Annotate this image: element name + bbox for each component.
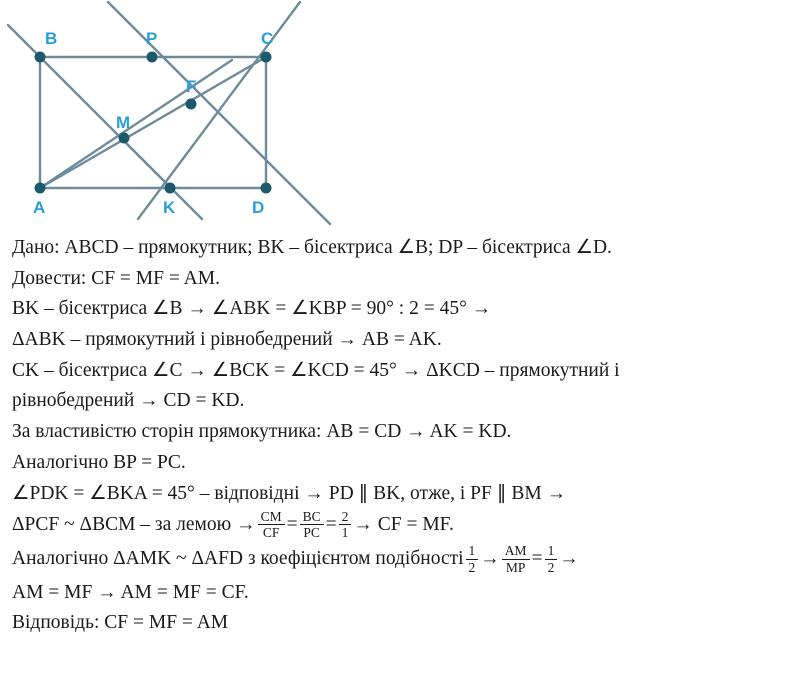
similar-pcf-suffix: → CF = MF. [353,514,454,536]
similar-amk-prefix: Аналогічно ΔAMK ~ ΔAFD з коефіцієнтом подібності [12,548,464,570]
similar-pcf-prefix: ΔPCF ~ ΔBCM – за лемою → [12,514,256,536]
line-a-f [40,60,232,188]
label-k: K [163,198,176,217]
point-c [261,52,272,63]
equals-1: = [286,514,298,536]
point-b [35,52,46,63]
point-a [35,183,46,194]
point-d [261,183,272,194]
label-m: M [116,113,131,132]
proof-line-similar-pcf [12,510,792,541]
fraction-bc-pc: $\frac{BC}{PC}$ [300,509,324,540]
fraction-2-1: $\frac{2}{1}$ [339,509,352,540]
point-k [165,183,176,194]
proof-line-8: Аналогічно BP = PC. [12,451,186,473]
point-p [147,52,158,63]
proof-line-answer: Відповідь: CF = MF = AM [12,612,229,634]
geometry-figure [0,0,360,232]
equals-3: = [531,548,543,570]
proof-line-6: рівнобедрений → CD = KD. [12,390,245,412]
line-c-k-extended [138,2,300,219]
line-p-d-extended [108,2,330,224]
label-p: P [146,29,158,48]
label-c: C [261,29,274,48]
proof-line-4: ΔABK – прямокутний і рівнобедрений → AB = AK. [12,329,442,351]
proof-line-7: За властивістю сторін прямокутника: AB = CD → AK = KD. [12,421,512,443]
label-d: D [252,198,265,217]
fraction-1-2-b: $\frac{1}{2}$ [545,543,558,574]
point-m [119,133,130,144]
proof-line-3: BK – бісектриса ∠B → ∠ABK = ∠KBP = 90° : 2 = 45° → [12,298,492,320]
proof-line-given: Дано: ABCD – прямокутник; BK – бісектриса ∠B; DP – бісектриса ∠D. [12,237,612,258]
point-f [186,99,197,110]
fraction-1-2-a: $\frac{1}{2}$ [466,543,479,574]
proof-line-similar-amk [12,544,792,575]
fraction-cm-cf: $\frac{CM}{CF}$ [258,509,285,540]
label-a: A [33,198,46,217]
arrow-1: → [480,548,500,570]
proof-line-9: ∠PDK = ∠BKA = 45° – відповідні → PD ∥ BK, отже, і PF ∥ BM → [12,482,567,504]
label-b: B [45,29,58,48]
proof-line-conclusion: AM = MF → AM = MF = CF. [12,581,249,603]
proof-text [12,234,792,640]
equals-2: = [325,514,337,536]
similar-amk-suffix: → [559,548,579,570]
proof-line-5: CK – бісектриса ∠C → ∠BCK = ∠KCD = 45° → ΔKCD – прямокутний і [12,359,620,381]
label-f: F [186,77,197,96]
fraction-am-mp: $\frac{AM}{MP}$ [502,543,530,574]
proof-line-prove: Довести: CF = MF = AM. [12,267,220,289]
